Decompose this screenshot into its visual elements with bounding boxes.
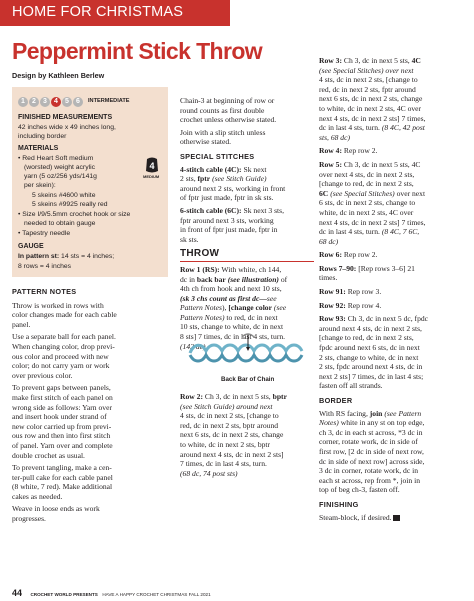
materials-item: per skein): bbox=[24, 182, 56, 189]
pattern-notes-heading: PATTERN NOTES bbox=[12, 287, 77, 296]
row-4-instructions: Row 4: Rep row 2. bbox=[319, 146, 378, 156]
row-91-instructions: Row 91: Rep row 3. bbox=[319, 287, 382, 297]
row-3-instructions: Row 3: Ch 3, dc in next 5 sts, 4C (see Special Stitches) over next 4 sts, dc in next 2 sts, [change to red, dc in next 2 sts, fptr around next 6 sts, dc in next 2 sts, change to white, dc in next 2 sts, 4C over next 4 sts, dc in next 2 sts] 7 times, dc in last 4 sts, turn. (8 4C, 42 post sts, 68 dc) bbox=[319, 56, 426, 142]
note-paragraph: To prevent gaps between panels, make first stitch of each panel on wrong side as follows: Yarn over and insert hook under strand of new color carried up from previ- ous row and then into first stitch of panel. Yarn over and complete double crochet as usual. bbox=[12, 383, 113, 460]
special-stitch-4c: 4-stitch cable (4C): Sk next 2 sts, fptr (see Stitch Guide) around next 2 sts, working in front of fptr just made, fptr in sk sts. bbox=[180, 164, 286, 203]
note-paragraph: Use a separate ball for each panel. When changing color, drop previ- ous color and proceed with new color; do not carry yarn or work over previous color. bbox=[12, 332, 116, 380]
throw-heading: THROW bbox=[180, 248, 220, 260]
skill-dot: 3 bbox=[40, 97, 50, 107]
materials-item: 5 skeins #9925 really red bbox=[32, 201, 108, 208]
designer-byline: Design by Kathleen Berlew bbox=[12, 71, 105, 80]
special-stitch-6c: 6-stitch cable (6C): Sk next 3 sts, fptr around next 3 sts, working in front of fptr just made, fptr in sk sts. bbox=[180, 205, 284, 244]
row-6-instructions: Row 6: Rep row 2. bbox=[319, 250, 378, 260]
middle-column bbox=[180, 96, 314, 351]
pattern-title: Peppermint Stick Throw bbox=[12, 38, 263, 64]
right-column bbox=[319, 56, 467, 522]
yarn-weight-number: 4 bbox=[149, 161, 155, 171]
gauge-label: In pattern st: bbox=[18, 253, 60, 260]
section-banner-text: HOME FOR CHRISTMAS bbox=[12, 4, 184, 20]
publication-name: CROCHET WORLD PRESENTS bbox=[30, 592, 98, 597]
illustration-caption: Back Bar of Chain bbox=[221, 376, 275, 383]
finished-measurements-heading: FINISHED MEASUREMENTS bbox=[18, 114, 113, 121]
materials-item: yarn (5 oz/256 yds/141g bbox=[24, 173, 97, 180]
yarn-weight-label: MEDIUM bbox=[143, 174, 160, 179]
rows-7-90-instructions: Rows 7–90: [Rep rows 3–6] 21 times. bbox=[319, 263, 415, 283]
end-mark-icon bbox=[393, 515, 400, 521]
note-paragraph: Throw is worked in rows with color changes made for each cable panel. bbox=[12, 300, 117, 329]
border-instructions: With RS facing, join (see Pattern Notes) white in any st on top edge, ch 3, dc in each st across, *3 dc in corner, rotate work, dc in side of first row, [2 dc in side of next row, dc in side of next row] across side, 3 dc in corner, rotate work, dc in each st across, rep from *, join in top of beg ch-3, fasten off. bbox=[319, 408, 425, 495]
skill-level-label: INTERMEDIATE bbox=[88, 98, 130, 104]
gauge-text bbox=[18, 253, 114, 260]
finished-measurements-text: including border bbox=[18, 133, 67, 140]
back-bar-illustration bbox=[184, 331, 314, 375]
border-heading: BORDER bbox=[319, 396, 353, 405]
materials-item: • Size I/9/5.5mm crochet hook or size bbox=[18, 211, 131, 218]
row-93-instructions: Row 93: Ch 3, dc in next 5 dc, fpdc around next 4 sts, dc in next 2 sts, [change to red, dc in next 2 sts, fpdc around next 6 sts, dc in next 2 sts, change to white, dc in next 2 sts, fpdc around next 4 sts, dc in next 2 sts] 7 times, dc in last 4 sts; fasten off all strands. bbox=[319, 314, 429, 391]
skill-dot: 2 bbox=[29, 97, 39, 107]
gauge-value: 14 sts = 4 inches; bbox=[59, 253, 115, 260]
finished-measurements-text: 42 inches wide x 49 inches long, bbox=[18, 124, 116, 131]
materials-item: needed to obtain gauge bbox=[24, 220, 96, 227]
note-paragraph: To prevent tangling, make a cen- ter-pull cake for each cable panel (8 white, 7 red). Make additional cakes as needed. bbox=[12, 463, 113, 501]
gauge-text: 8 rows = 4 inches bbox=[18, 263, 72, 270]
materials-item: 5 skeins #4600 white bbox=[32, 192, 96, 199]
row-2-block bbox=[180, 392, 314, 478]
row-1-instructions: Row 1 (RS): With white, ch 144, dc in back bar (see illustration) of 4th ch from hook and next 10 sts, (sk 3 chs count as first dc—see Pattern Notes), [change color (see Pattern Notes) to red, dc in next 10 sts, change to white, dc in next 8 sts] 7 times, dc in last 4 sts, turn. (142 dc) bbox=[180, 264, 288, 351]
heading-rule bbox=[180, 261, 314, 262]
row-2-instructions: Row 2: Ch 3, dc in next 5 sts, bptr (see Stitch Guide) around next 4 sts, dc in next 2 sts, [change to red, dc in next 2 sts, bptr around next 6 sts, dc in next 2 sts, change to white, dc in next 2 sts, bptr around next 4 sts, dc in next 2 sts] 7 times, dc in last 4 sts, turn. (68 dc, 74 post sts) bbox=[180, 392, 287, 478]
page-footer bbox=[12, 583, 211, 601]
skill-dot-active: 4 bbox=[51, 97, 61, 107]
row-5-instructions: Row 5: Ch 3, dc in next 5 sts, 4C over next 4 sts, dc in next 2 sts, [change to red, dc in next 2 sts, 6C (see Special Stitches) over next 6 sts, dc in next 2 sts, change to white, dc in next 2 sts, 4C over next 4 sts, dc in next 2 sts] 7 times, dc in last 4 sts, turn. (8 4C, 7 6C, 68 dc) bbox=[319, 159, 426, 246]
skill-dot: 5 bbox=[62, 97, 72, 107]
section-banner bbox=[0, 0, 230, 26]
skill-dot: 1 bbox=[18, 97, 28, 107]
materials-item: • Red Heart Soft medium bbox=[18, 155, 94, 162]
page-number: 44 bbox=[12, 588, 23, 598]
yarn-weight-icon bbox=[143, 157, 160, 179]
row-92-instructions: Row 92: Rep row 4. bbox=[319, 300, 382, 310]
special-stitches-heading: SPECIAL STITCHES bbox=[180, 151, 255, 161]
pattern-notes-column bbox=[12, 287, 172, 524]
note-paragraph: Chain-3 at beginning of row or round counts as first double crochet unless otherwise stated. bbox=[180, 96, 277, 125]
materials-item: • Tapestry needle bbox=[18, 230, 71, 237]
issue-title: HAVE A HAPPY CROCHET CHRISTMAS FALL 2021 bbox=[102, 592, 211, 597]
finishing-instructions: Steam-block, if desired. bbox=[319, 513, 467, 523]
finishing-heading: FINISHING bbox=[319, 499, 359, 509]
materials-item: (worsted) weight acrylic bbox=[24, 164, 96, 171]
note-paragraph: Join with a slip stitch unless otherwise stated. bbox=[180, 127, 266, 147]
materials-heading: MATERIALS bbox=[18, 145, 59, 152]
skill-dot: 6 bbox=[73, 97, 83, 107]
gauge-heading: GAUGE bbox=[18, 243, 44, 250]
note-paragraph: Weave in loose ends as work progresses. bbox=[12, 504, 100, 524]
